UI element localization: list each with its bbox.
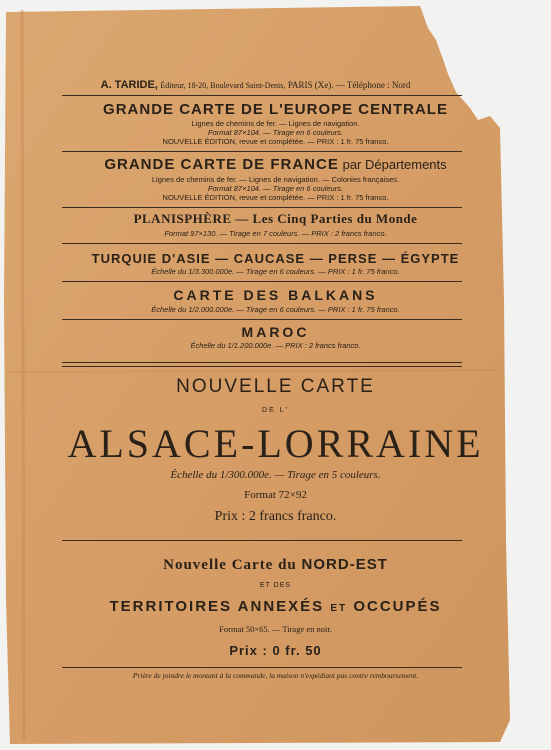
alsace-de: DE L' [262,407,289,414]
divider [62,95,462,96]
publisher-city: PARIS (Xe). — Téléphone : Nord [287,80,411,90]
nordest-name: NORD-EST [301,556,388,573]
publisher-address: Éditeur, 18-20, Boulevard Saint-Denis, [160,81,286,90]
divider [62,243,462,244]
nordest-format: Format 50×65. — Tirage en noir. [219,624,332,634]
divider [62,540,462,541]
europe-title: GRANDE CARTE DE L'EUROPE CENTRALE [103,101,448,118]
planisphere-line-1: Format 97×130. — Tirage en 7 couleurs. — PRIX : 2 francs franco. [164,229,387,238]
nordest-prix: Prix : 0 fr. 50 [229,643,322,658]
double-divider [62,362,462,367]
nordest-territoires: TERRITOIRES ANNEXÉS [109,598,325,615]
nordest-et-des: ET DES [259,582,292,589]
alsace-echelle: Échelle du 1/300.000e. — Tirage en 5 couleurs. [170,469,381,481]
nordest-et: ET [330,603,348,614]
europe-line-3: NOUVELLE ÉDITION, revue et complétée. — PRIX : 1 fr. 75 franco. [162,137,389,146]
turquie-line-1: Échelle du 1/3.300.000e. — Tirage en 6 couleurs. — PRIX : 1 fr. 75 franco. [151,267,400,276]
divider [62,207,462,208]
maroc-title: MAROC [241,324,310,340]
balkans-line-1: Échelle du 1/2.000.000e. — Tirage en 6 couleurs. — PRIX : 1 fr. 75 franco. [151,305,400,314]
alsace-nouvelle-carte: NOUVELLE CARTE [176,376,375,397]
france-title: GRANDE CARTE DE FRANCE [104,156,339,173]
france-line-3: NOUVELLE ÉDITION, revue et complétée. — PRIX : 1 fr. 75 franco. [162,193,389,202]
alsace-format: Format 72×92 [244,489,307,501]
divider [62,319,462,320]
europe-line-1: Lignes de chemins de fer. — Lignes de navigation. [191,119,360,128]
turquie-title: TURQUIE D'ASIE — CAUCASE — PERSE — ÉGYPTE [91,251,460,266]
alsace-title: ALSACE-LORRAINE [67,421,484,466]
europe-line-2: Format 87×104. — Tirage en 6 couleurs. [207,128,344,137]
nordest-nouvelle-carte: Nouvelle Carte du [163,557,297,573]
france-title-suffix: par Départements [342,157,447,172]
publisher-name: A. TARIDE, [100,79,158,91]
planisphere-title: PLANISPHÈRE — Les Cinq Parties du Monde [133,211,418,226]
balkans-title: CARTE DES BALKANS [173,287,378,303]
divider [62,281,462,282]
divider [62,151,462,152]
maroc-line-1: Échelle du 1/1.200.000e. — PRIX : 2 francs franco. [190,341,361,350]
nordest-line-1 [0,556,551,574]
france-title-line [0,156,551,174]
alsace-prix: Prix : 2 francs franco. [214,509,337,524]
france-line-1: Lignes de chemins de fer. — Lignes de navigation. — Colonies françaises. [151,175,400,184]
nordest-territoires-line [0,598,551,615]
divider [62,667,462,668]
publisher-line [0,79,531,91]
nordest-occupes: OCCUPÉS [353,598,442,615]
footer-note: Prière de joindre le montant à la commande, la maison n'expédiant pas contre remboursement. [132,671,419,680]
france-line-2: Format 87×104. — Tirage en 6 couleurs. [207,184,344,193]
